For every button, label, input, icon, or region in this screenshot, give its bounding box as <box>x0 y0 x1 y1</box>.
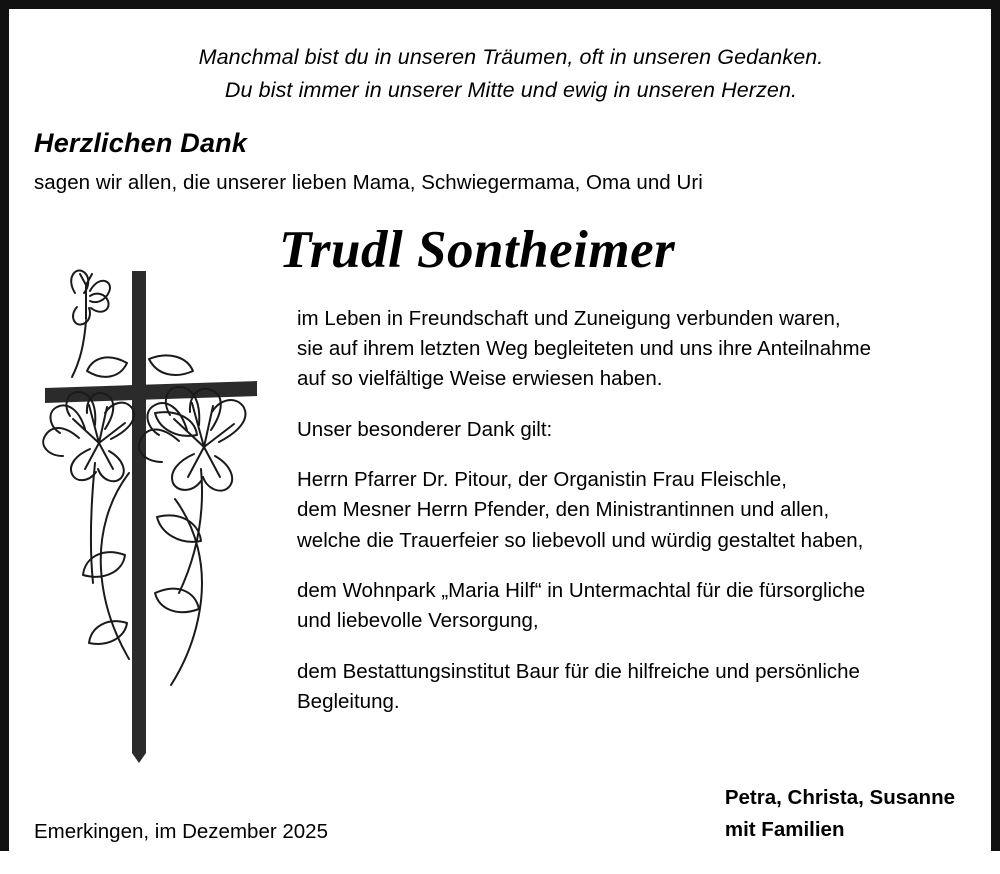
verse-line-2: Du bist immer in unserer Mitte und ewig in unseren Herzen. <box>224 77 798 102</box>
family-line-2: mit Familien <box>724 818 845 842</box>
body-paragraph-3 <box>297 465 987 556</box>
body-p3-line1: Herrn Pfarrer Dr. Pitour, der Organistin Frau Fleischle, <box>297 467 787 491</box>
thanks-subtitle: sagen wir allen, die unserer lieben Mama, Schwiegermama, Oma und Uri <box>34 171 703 195</box>
body-p4-line1: dem Wohnpark „Maria Hilf“ in Untermachtal für die fürsorgliche <box>297 578 866 602</box>
family-signature <box>725 782 955 846</box>
cross-with-lilies-icon <box>29 263 279 773</box>
place-date: Emerkingen, im Dezember 2025 <box>34 820 328 843</box>
body-paragraph-2: Unser besonderer Dank gilt: <box>297 417 553 441</box>
body-paragraph-1 <box>297 304 987 395</box>
body-text <box>297 304 987 718</box>
body-p1-line3: auf so vielfältige Weise erwiesen haben. <box>297 367 663 391</box>
body-p1-line1: im Leben in Freundschaft und Zuneigung verbunden waren, <box>297 306 841 330</box>
body-p3-line2: dem Mesner Herrn Pfender, den Ministrantinnen und allen, <box>297 498 830 522</box>
family-line-1: Petra, Christa, Susanne <box>724 786 955 810</box>
page-title: Herzlichen Dank <box>34 128 248 159</box>
body-paragraph-4 <box>297 576 987 637</box>
body-p1-line2: sie auf ihrem letzten Weg begleiteten und uns ihre Anteilnahme <box>297 336 871 360</box>
body-p4-line2: und liebevolle Versorgung, <box>297 609 539 633</box>
deceased-name: Trudl Sontheimer <box>279 221 676 280</box>
card-footer <box>9 788 991 850</box>
body-paragraph-5 <box>297 657 987 718</box>
verse-line-1: Manchmal bist du in unseren Träumen, oft in unseren Gedanken. <box>198 45 824 69</box>
thanks-block <box>9 128 991 195</box>
body-p5-line1: dem Bestattungsinstitut Baur für die hilfreiche und persönliche <box>297 659 860 683</box>
memorial-verse <box>9 41 991 106</box>
body-p3-line3: welche die Trauerfeier so liebevoll und würdig gestaltet haben, <box>297 528 864 552</box>
body-p5-line2: Begleitung. <box>297 689 400 713</box>
card-inner <box>9 41 991 874</box>
